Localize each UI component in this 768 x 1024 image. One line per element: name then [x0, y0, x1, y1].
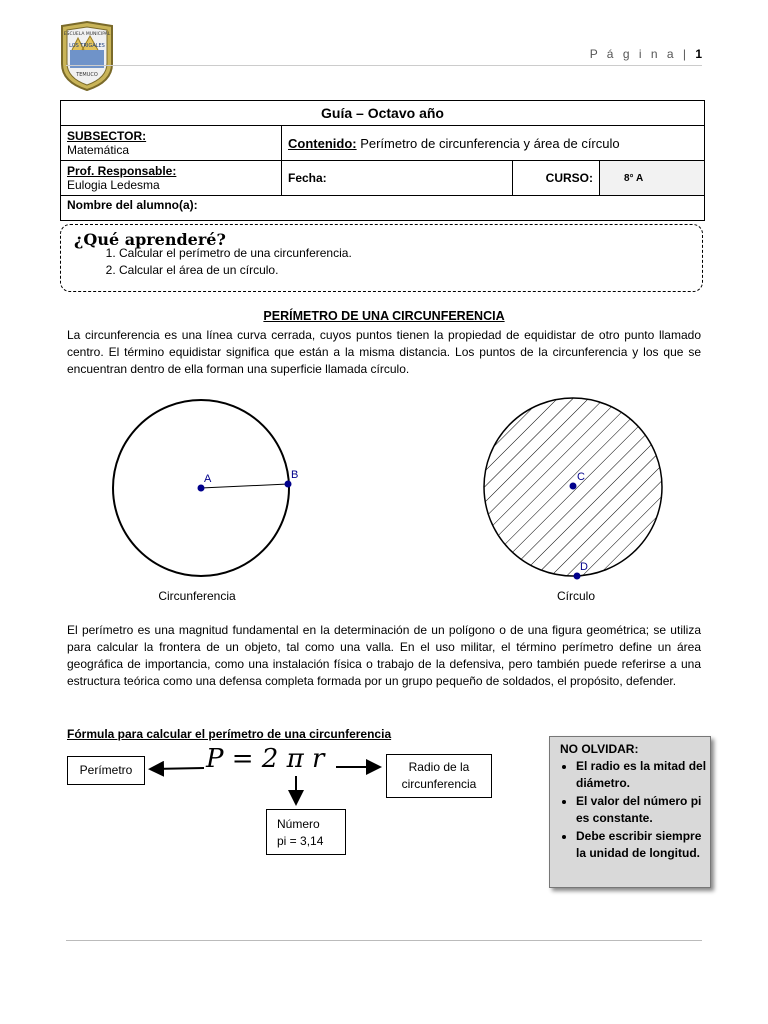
- page-number-label: P á g i n a | 1: [589, 47, 702, 61]
- prof-value: Eulogia Ledesma: [67, 178, 160, 192]
- fecha-cell: [282, 161, 513, 196]
- label-c: C: [577, 471, 585, 483]
- alumno-label: Nombre del alumno(a):: [67, 198, 198, 212]
- curso-value-cell: [600, 161, 705, 196]
- learning-title: ¿Qué aprenderé?: [74, 230, 226, 249]
- objectives-list: [101, 245, 352, 279]
- label-a: A: [204, 473, 212, 485]
- no-olvidar-note: [549, 736, 711, 888]
- center-point-a: [198, 485, 205, 492]
- fecha-label: Fecha:: [288, 171, 327, 185]
- subsector-value: Matemática: [67, 143, 130, 157]
- page-word: P á g i n a: [589, 47, 677, 61]
- subsector-cell: [61, 126, 282, 161]
- label-b: B: [291, 469, 299, 481]
- caption-circunferencia: Circunferencia: [158, 589, 236, 603]
- contenido-value: Perímetro de circunferencia y área de círculo: [356, 135, 620, 151]
- note-item: • Debe escribir siempre la unidad de longitud.: [576, 828, 710, 862]
- note-title: NO OLVIDAR:: [560, 742, 639, 756]
- guide-title: Guía – Octavo año: [61, 101, 705, 126]
- curso-label: CURSO:: [545, 171, 593, 185]
- note-item: • El valor del número pi es constante.: [576, 793, 710, 827]
- page-number: 1: [695, 47, 702, 61]
- logo-text-top: ESCUELA MUNICIPAL: [63, 32, 111, 37]
- subsector-label: SUBSECTOR:: [67, 129, 147, 143]
- logo-text-bottom: TEMUCO: [76, 72, 98, 78]
- perimetro-box: Perímetro: [67, 756, 145, 785]
- objective-item: 2. Calcular el área de un círculo.: [119, 262, 352, 279]
- formula-arrows: [0, 740, 400, 820]
- arrow-to-perimetro: [152, 768, 204, 769]
- note-item: • El radio es la mitad del diámetro.: [576, 758, 710, 792]
- prof-label: Prof. Responsable:: [67, 164, 177, 178]
- radius-line: [201, 484, 288, 488]
- section-title: PERÍMETRO DE UNA CIRCUNFERENCIA: [263, 309, 505, 323]
- radio-box: Radio de la circunferencia: [386, 754, 492, 798]
- note-list: [550, 758, 710, 862]
- footer-divider: [66, 940, 702, 941]
- numero-label: Número: [277, 817, 320, 831]
- paragraph-definition: La circunferencia es una línea curva cerrada, cuyos puntos tienen la propiedad de equidistar de otro punto llamado centro. El término equidistar significa que están a la misma distancia. Los puntos de la circunferencia y los que se encuentran dentro de ella forman una superficie llamada círculo.: [67, 328, 701, 376]
- objective-item: 1. Calcular el perímetro de una circunferencia.: [119, 245, 352, 262]
- point-d: [574, 573, 581, 580]
- paragraph-perimeter: El perímetro es una magnitud fundamental en la determinación de un polígono o de una figura geométrica; se utiliza para calcular la frontera de un objeto, tal como una valla. En el uso militar, el término perímetro define un área geográfica de importancia, como una instalación física o trabajo de la defensiva, pero también puede referirse a una estructura teórica como una defensa completa formada por un grupo pequeño de soldados, el propósito, defender.: [67, 623, 701, 688]
- contenido-label: Contenido:: [288, 135, 357, 151]
- prof-cell: [61, 161, 282, 196]
- geometry-figures: [0, 380, 768, 590]
- logo-text-mid: LOS TRIGALES: [69, 43, 105, 49]
- curso-value: 8° A: [624, 172, 644, 184]
- pi-value: pi = 3,14: [277, 834, 324, 848]
- alumno-cell: [61, 196, 705, 221]
- label-d: D: [580, 561, 588, 573]
- school-logo: [58, 20, 116, 92]
- header-divider: [66, 65, 702, 66]
- formula-title: Fórmula para calcular el perímetro de una circunferencia: [67, 727, 392, 741]
- info-table: [60, 100, 705, 221]
- center-point-c: [570, 483, 577, 490]
- point-b: [285, 481, 292, 488]
- curso-label-cell: [513, 161, 600, 196]
- caption-circulo: Círculo: [556, 589, 595, 603]
- contenido-cell: [282, 126, 705, 161]
- formula-expression: P = 2 π r: [206, 744, 325, 774]
